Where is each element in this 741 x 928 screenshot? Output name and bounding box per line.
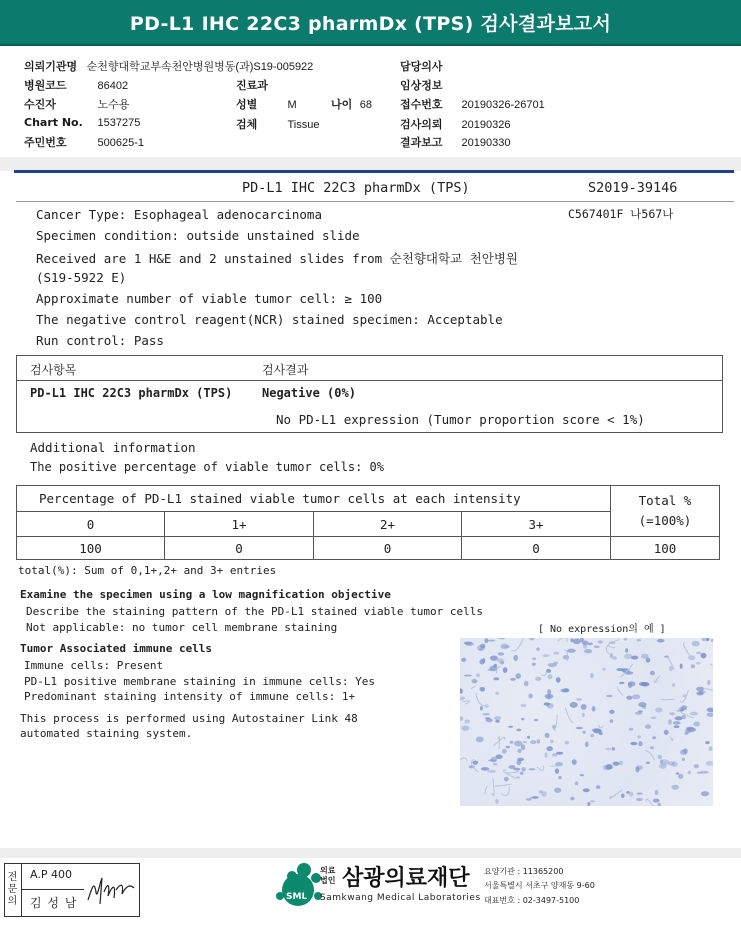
request-row: [400, 116, 510, 132]
signature-name: 김 성 남: [30, 896, 78, 910]
footer-band: [0, 848, 741, 858]
institution-label: 의뢰기관명: [24, 60, 78, 73]
intensity-0-header: [16, 511, 165, 537]
intensity-3-value: [461, 536, 611, 560]
patient-value: 노수용: [97, 99, 130, 111]
report-date-value: 20190330: [461, 137, 511, 149]
received-line: Received are 1 H&E and 2 unstained slides from 순천향대학교 천안병원: [36, 251, 518, 266]
intensity-3-value-text: 0: [532, 540, 540, 556]
sex-label: 성별: [236, 98, 258, 111]
dept-label: 진료과: [236, 79, 268, 92]
signature-side-text: 전 문 의: [7, 872, 18, 907]
intensity-1-label: 1+: [231, 516, 247, 532]
intensity-1-value-text: 0: [235, 540, 243, 556]
hospital-code-label: 병원코드: [24, 79, 67, 92]
lab-code: 요양기관 : 11365200: [484, 867, 564, 876]
immune-heading: Tumor Associated immune cells: [20, 642, 213, 655]
process-line1: This process is performed using Autostainer Link 48: [20, 712, 358, 725]
intensity-table-header: [16, 485, 611, 512]
additional-text: The positive percentage of viable tumor cells: 0%: [30, 460, 385, 474]
report-date-label: 결과보고: [400, 136, 443, 149]
dept-row: [236, 77, 268, 93]
test-name-heading: PD-L1 IHC 22C3 pharmDx (TPS): [242, 180, 470, 196]
case-number: S2019-39146: [588, 180, 678, 196]
intensity-header-text: Percentage of PD-L1 stained viable tumor cells at each intensity: [39, 491, 521, 506]
result-table-header-rule: [17, 380, 722, 381]
total-value-text: 100: [653, 540, 677, 556]
intensity-0-value-text: 100: [79, 540, 102, 556]
intensity-2-value: [313, 536, 462, 560]
intensity-3-label: 3+: [528, 516, 544, 532]
header-divider-rule: [14, 170, 734, 173]
intensity-3-header: [461, 511, 611, 537]
chart-value: 1537275: [97, 117, 141, 129]
sex-age-row: [236, 96, 372, 112]
specimen-code: C567401F 나567나: [568, 207, 674, 221]
lab-name-en: Samkwang Medical Laboratories: [320, 893, 481, 903]
clinical-row: [400, 77, 443, 93]
total-header-line2: (=100%): [638, 513, 692, 528]
patient-row: [24, 96, 129, 112]
request-label: 검사의뢰: [400, 118, 443, 131]
result-col-result: 검사결과: [262, 363, 309, 377]
intensity-0-value: [16, 536, 165, 560]
immune-line1: Immune cells: Present: [24, 659, 164, 672]
intensity-1-header: [164, 511, 314, 537]
clinical-label: 임상정보: [400, 79, 443, 92]
microscopy-nuclei: [460, 638, 713, 806]
process-line2: automated staining system.: [20, 727, 193, 740]
intensity-0-label: 0: [86, 516, 95, 532]
run-control-line: Run control: Pass: [36, 333, 164, 348]
resident-value: 500625-1: [97, 137, 144, 149]
result-item: PD-L1 IHC 22C3 pharmDx (TPS): [30, 386, 233, 400]
received-id-line: (S19-5922 E): [36, 270, 127, 285]
lab-prefix-2: 법인: [320, 876, 336, 885]
total-header-cell: [610, 485, 720, 537]
intensity-2-label: 2+: [379, 516, 396, 532]
cancer-type-line: Cancer Type: Esophageal adenocarcinoma: [36, 207, 322, 222]
signature-divider: [22, 889, 84, 890]
specimen-label: 검체: [236, 118, 258, 131]
report-title: PD-L1 IHC 22C3 pharmDx (TPS) 검사결과보고서: [129, 12, 612, 35]
total-value: [610, 536, 720, 560]
resident-row: [24, 134, 144, 150]
institution-row: [24, 58, 313, 74]
resident-label: 주민번호: [24, 136, 67, 149]
institution-value: 순천향대학교부속천안병원병동(과)S19-005922: [86, 61, 314, 73]
doctor-label: 담당의사: [400, 60, 443, 73]
specimen-condition-line: Specimen condition: outside unstained slide: [36, 228, 360, 243]
immune-line2: PD-L1 positive membrane staining in immune cells: Yes: [24, 675, 375, 688]
image-caption: [ No expression의 예 ]: [538, 624, 666, 635]
result-detail: No PD-L1 expression (Tumor proportion score < 1%): [276, 412, 645, 427]
intensity-2-header: [313, 511, 462, 537]
request-value: 20190326: [461, 119, 511, 131]
accession-label: 접수번호: [400, 98, 443, 111]
chart-row: [24, 116, 140, 129]
total-note: total(%): Sum of 0,1+,2+ and 3+ entries: [18, 564, 277, 577]
header-divider-band: [0, 157, 741, 171]
report-date-row: [400, 134, 510, 150]
signature-side-label: [4, 863, 22, 917]
additional-heading: Additional information: [30, 440, 196, 455]
hospital-code-row: [24, 77, 128, 93]
body-top-rule: [16, 201, 734, 202]
intensity-1-value: [164, 536, 314, 560]
result-value: Negative (0%): [262, 386, 356, 400]
examine-line2: Not applicable: no tumor cell membrane staining: [26, 621, 338, 634]
report-title-bar: [0, 0, 741, 46]
examine-line1: Describe the staining pattern of the PD-L1 stained viable tumor cells: [26, 605, 483, 618]
ncr-line: The negative control reagent(NCR) stained specimen: Acceptable: [36, 312, 503, 327]
lab-prefix-1: 의료: [320, 866, 336, 875]
hospital-code-value: 86402: [97, 80, 129, 92]
handwritten-signature: [84, 870, 138, 912]
examine-heading: Examine the specimen using a low magnification objective: [20, 588, 391, 601]
immune-line3: Predominant staining intensity of immune cells: 1+: [24, 690, 356, 703]
accession-row: [400, 96, 545, 112]
lab-prefix: [320, 866, 335, 886]
age-value: 68: [359, 99, 373, 111]
doctor-row: [400, 58, 443, 74]
specimen-row: [236, 116, 320, 132]
result-col-item: 검사항목: [30, 363, 77, 377]
signature-id: A.P 400: [30, 868, 72, 881]
viable-tumor-line: Approximate number of viable tumor cell: ≥ 100: [36, 291, 383, 306]
patient-label: 수진자: [24, 98, 56, 111]
specimen-value: Tissue: [287, 119, 320, 131]
lab-phone: 대표번호 : 02-3497-5100: [484, 896, 580, 905]
total-header-line1: Total %: [638, 493, 692, 508]
chart-label: Chart No.: [24, 116, 83, 129]
sml-badge-text: SML: [286, 892, 308, 902]
sex-value: M: [287, 99, 297, 111]
intensity-2-value-text: 0: [383, 540, 392, 556]
lab-address: 서울특별시 서초구 양재동 9-60: [484, 881, 595, 890]
age-label: 나이: [331, 98, 353, 111]
microscopy-image: [460, 638, 713, 806]
lab-name-ko: 삼광의료재단: [342, 866, 470, 891]
accession-value: 20190326-26701: [461, 99, 545, 111]
